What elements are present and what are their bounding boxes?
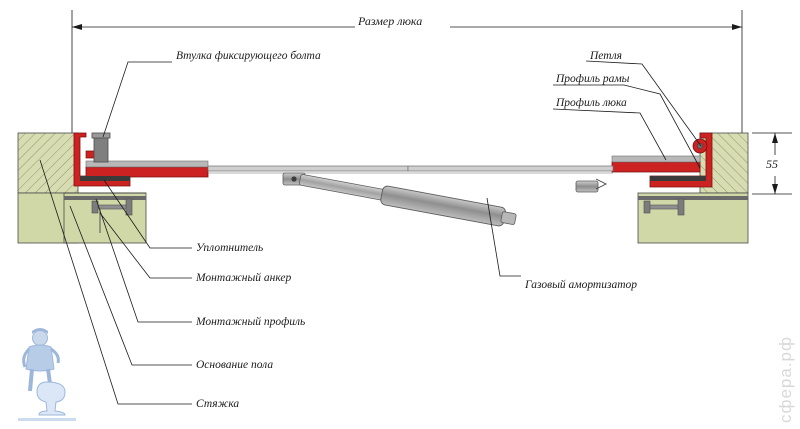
dimension-label-hatch-size: Размер люка: [358, 14, 423, 28]
label-mounting-anchor: Монтажный анкер: [196, 272, 292, 284]
label-frame-profile: Профиль рамы: [556, 73, 630, 85]
label-hinge: Петля: [590, 50, 622, 62]
hatch-leaf: [208, 166, 613, 173]
label-seal: Уплотнитель: [196, 242, 264, 254]
right-floor-structure: [638, 133, 748, 243]
gas-spring: [283, 170, 606, 229]
dimension-label-height: 55: [766, 157, 778, 171]
label-gas-spring: Газовый амортизатор: [525, 279, 638, 291]
label-screed: Стяжка: [196, 398, 240, 410]
label-mounting-profile: Монтажный профиль: [196, 316, 306, 328]
left-frame-profile: [74, 133, 208, 186]
left-floor-structure: [18, 133, 146, 243]
label-floor-base: Основание пола: [196, 359, 274, 371]
watermark: сфера.рф: [776, 335, 795, 423]
label-bolt-bushing: Втулка фиксирующего болта: [176, 50, 321, 62]
label-hatch-profile: Профиль люка: [556, 97, 627, 109]
mascot-illustration: [18, 328, 76, 421]
leader-lines: [40, 61, 701, 404]
